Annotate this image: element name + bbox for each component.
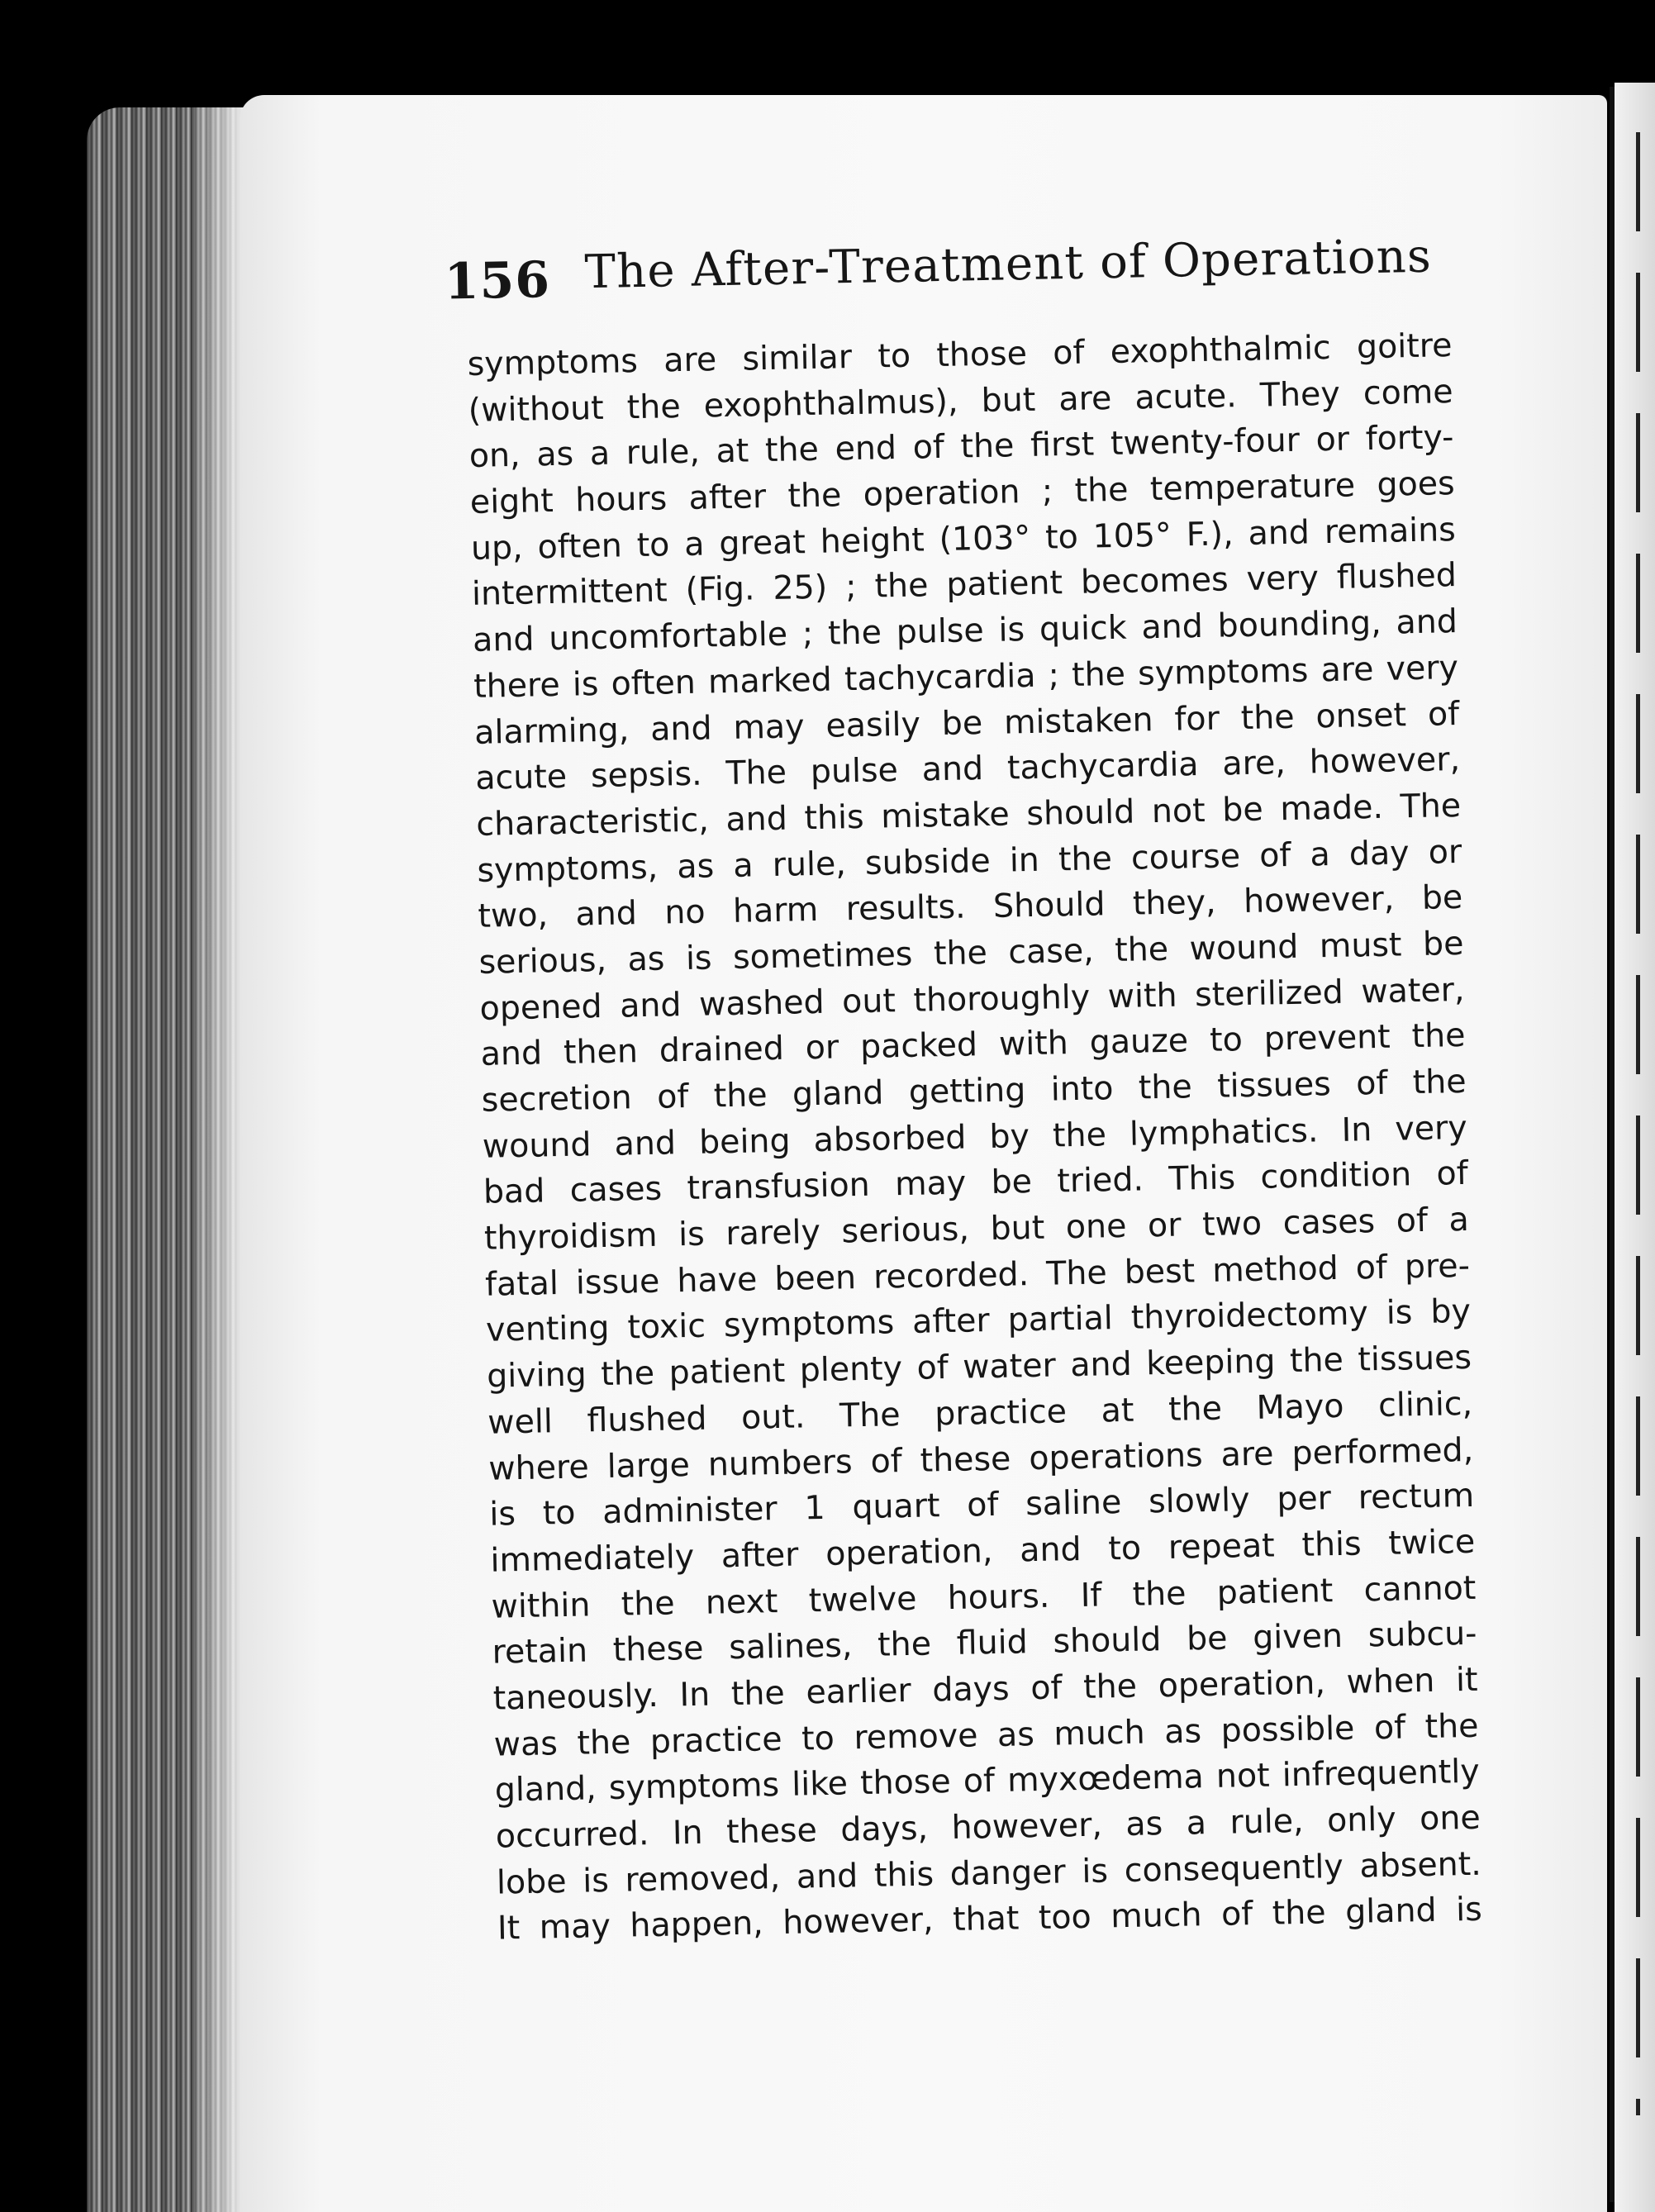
text-line: there is often marked tachycardia ; the symptoms are very	[473, 648, 1459, 706]
text-line: characteristic, and this mistake should not be made. The	[475, 786, 1462, 844]
text-line: gland, symptoms like those of myxœdema not infrequently	[494, 1753, 1481, 1810]
running-head: The After-Treatment of Operations	[583, 229, 1433, 300]
text-line: thyroidism is rarely serious, but one or two cases of a	[483, 1200, 1470, 1258]
text-line: secretion of the gland getting into the tissues of the	[481, 1062, 1467, 1120]
text-line: intermittent (Fig. 25) ; the patient becomes very flushed	[471, 556, 1458, 614]
text-line: opened and washed out thoroughly with sterilized water,	[479, 970, 1465, 1028]
page-header	[444, 229, 1452, 339]
body-text	[467, 323, 1482, 1953]
text-line: two, and no harm results. Should they, however, be	[478, 878, 1463, 936]
book-page-edges	[87, 107, 244, 2212]
text-block	[444, 229, 1483, 1953]
text-line: taneously. In the earlier days of the operation, when it	[492, 1660, 1478, 1718]
text-line: alarming, and may easily be mistaken for the onset of	[473, 694, 1460, 752]
text-line: acute sepsis. The pulse and tachycardia are, however,	[474, 740, 1461, 798]
text-line: was the practice to remove as much as possible of the	[493, 1706, 1479, 1764]
text-line: and uncomfortable ; the pulse is quick and bounding, and	[472, 602, 1458, 660]
text-line: lobe is removed, and this danger is consequently absent.	[496, 1844, 1482, 1902]
text-line: venting toxic symptoms after partial thyroidectomy is by	[485, 1292, 1472, 1350]
text-line: retain these salines, the fluid should be given subcu-	[492, 1615, 1477, 1672]
text-line: on, as a rule, at the end of the first twenty-four or forty-	[468, 418, 1454, 476]
text-line: immediately after operation, and to repeat this twice	[490, 1522, 1476, 1580]
text-line: occurred. In these days, however, as a rule, only one	[495, 1798, 1481, 1856]
text-line: and then drained or packed with gauze to prevent the	[480, 1016, 1466, 1074]
text-line: serious, as is sometimes the case, the wound must be	[478, 924, 1464, 982]
text-line: wound and being absorbed by the lymphatics. In very	[482, 1108, 1468, 1166]
facing-page-edge	[1615, 83, 1655, 2212]
page-number: 156	[444, 251, 551, 312]
text-line: is to administer 1 quart of saline slowly per rectum	[488, 1477, 1475, 1534]
text-line: symptoms, as a rule, subside in the course of a day or	[477, 832, 1462, 890]
text-line: giving the patient plenty of water and keeping the tissues	[486, 1338, 1472, 1396]
text-line: up, often to a great height (103° to 105° F.), and remains	[470, 510, 1457, 568]
text-line: (without the exophthalmus), but are acute. They come	[468, 372, 1453, 430]
text-line: fatal issue have been recorded. The best method of pre-	[484, 1246, 1471, 1304]
text-line: symptoms are similar to those of exophthalmic goitre	[467, 326, 1453, 383]
text-line: eight hours after the operation ; the temperature goes	[469, 464, 1456, 522]
text-line: within the next twelve hours. If the patient cannot	[491, 1568, 1477, 1626]
text-line: bad cases transfusion may be tried. This condition of	[483, 1154, 1469, 1212]
text-line: where large numbers of these operations are performed,	[487, 1430, 1474, 1488]
text-line: well flushed out. The practice at the Mayo clinic,	[487, 1384, 1473, 1442]
text-line: It may happen, however, that too much of the gland is	[497, 1891, 1483, 1948]
